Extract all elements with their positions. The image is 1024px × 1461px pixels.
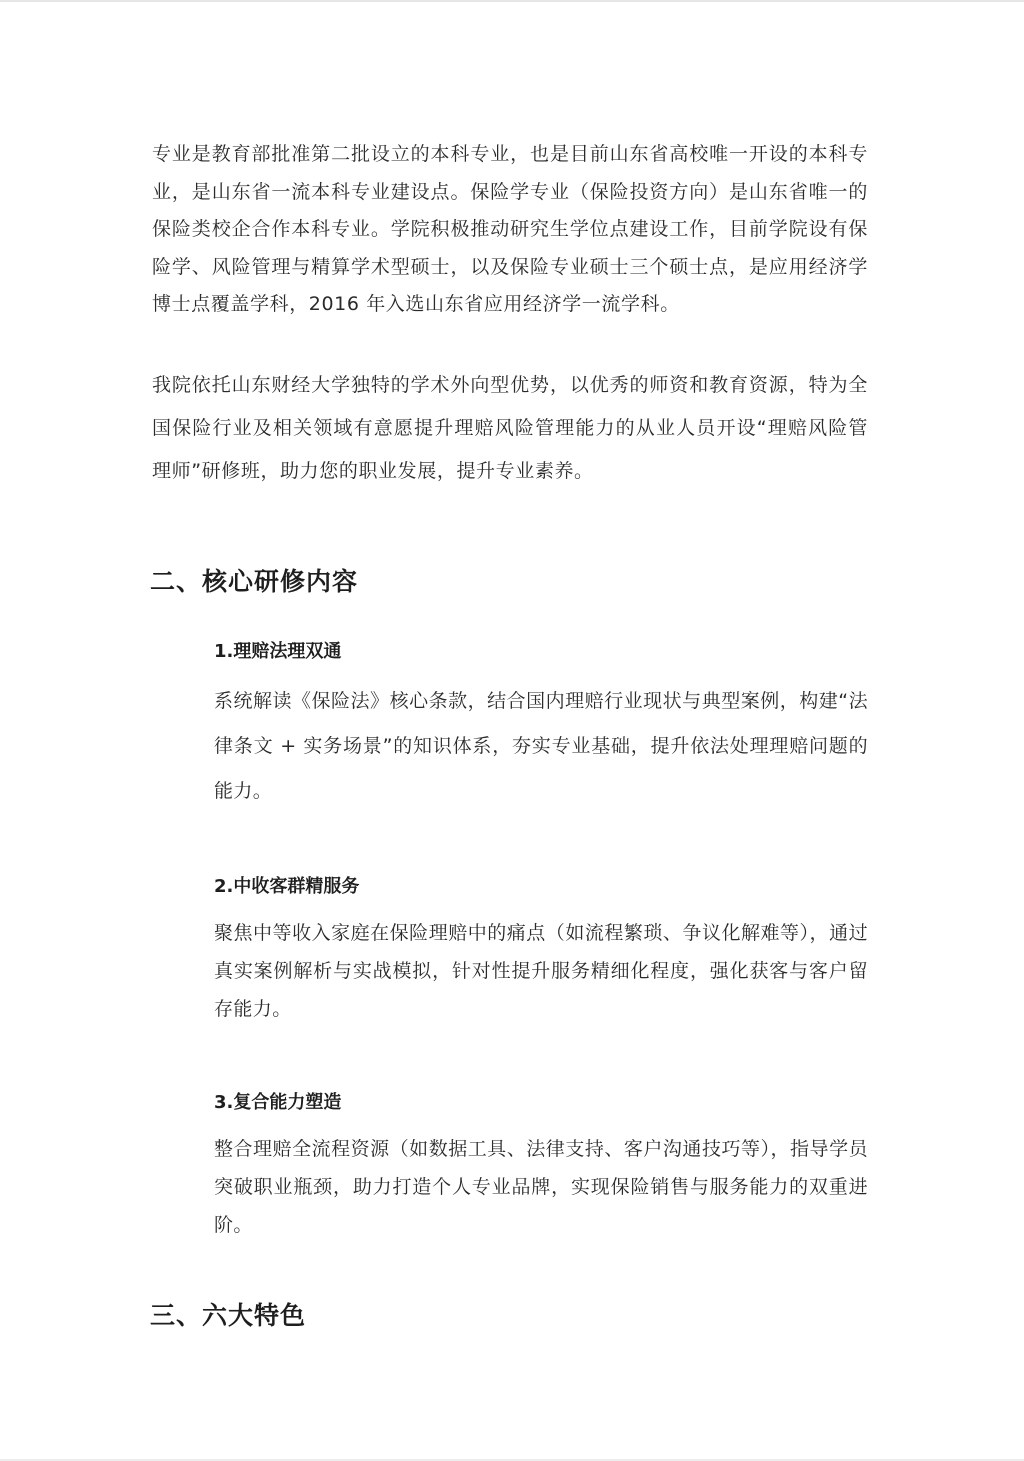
item-title-3: 3.复合能力塑造 bbox=[214, 1092, 342, 1113]
item-body-3: 整合理赔全流程资源（如数据工具、法律支持、客户沟通技巧等），指导学员突破职业瓶颈，助力打造个人专业品牌，实现保险销售与服务能力的双重进阶。 bbox=[214, 1138, 868, 1236]
scan-top-edge bbox=[0, 0, 1024, 2]
section-heading-core-content: 二、核心研修内容 bbox=[150, 567, 359, 596]
item-title-2: 2.中收客群精服务 bbox=[214, 876, 360, 897]
intro-paragraph-1: 专业是教育部批准第二批设立的本科专业，也是目前山东省高校唯一开设的本科专业，是山东省一流本科专业建设点。保险学专业（保险投资方向）是山东省唯一的保险类校企合作本科专业。学院积极推动研究生学位点建设工作，目前学院设有保险学、风险管理与精算学术型硕士，以及保险专业硕士三个硕士点，是应用经济学博士点覆盖学科，2016 年入选山东省应用经济学一流学科。 bbox=[152, 143, 868, 315]
item-body-2: 聚焦中等收入家庭在保险理赔中的痛点（如流程繁琐、争议化解难等），通过真实案例解析与实战模拟，针对性提升服务精细化程度，强化获客与客户留存能力。 bbox=[214, 922, 868, 1020]
item-title-1: 1.理赔法理双通 bbox=[214, 641, 342, 662]
intro-paragraph-2: 我院依托山东财经大学独特的学术外向型优势，以优秀的师资和教育资源，特为全国保险行业及相关领域有意愿提升理赔风险管理能力的从业人员开设“理赔风险管理师”研修班，助力您的职业发展，提升专业素养。 bbox=[152, 374, 868, 482]
section-heading-six-features: 三、六大特色 bbox=[150, 1301, 307, 1330]
item-body-1: 系统解读《保险法》核心条款，结合国内理赔行业现状与典型案例，构建“法律条文 + 实务场景”的知识体系，夯实专业基础，提升依法处理理赔问题的能力。 bbox=[214, 690, 868, 802]
